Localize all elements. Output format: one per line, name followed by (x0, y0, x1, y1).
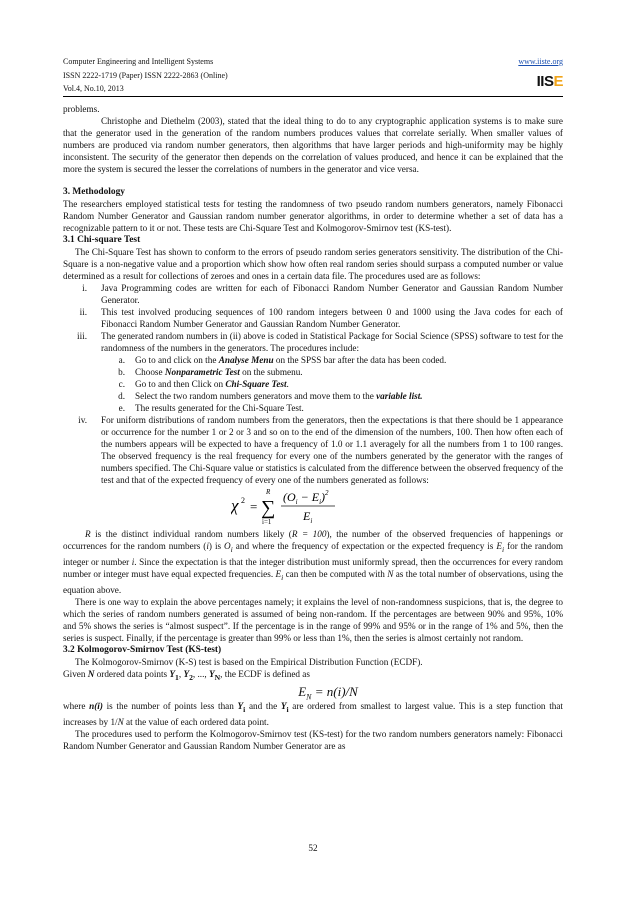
section-3-1-heading: 3.1 Chi-square Test (63, 235, 141, 245)
list-item-iv: iv. For uniform distributions of random numbers from the generators, then the expectations is that there should be 1 appearance or occurrence for the number 1 or 2 or 3 and so on to the end of the dimension of the numbers, 100. Then how often each of the numbers appears will be expected to have a frequency of 1.0 or 1.1 averagely for all the numbers from 1 to 100 ranges. The observed frequency is the real frequency for every one of the numbers generated by the generator with the ranges of numbers specified. The Chi-Square value or statistics is calculated from the difference between the observed frequency of the test and that of the expected frequency of every one of the numbers generated as follows: (78, 415, 563, 485)
eq-numerator: $(O_i - E_i)^2$ (283, 489, 329, 506)
paragraph-ks-procedures: The procedures used to perform the Kolmogorov-Smirnov test (KS-test) for the two random numbers generators namely: Fibonacci Random Number Generator and Gaussian Random Number Generator are as (63, 729, 563, 752)
list-item-a: a. Go to and click on the Analyse Menu on the SPSS bar after the data has been coded. (118, 355, 447, 365)
section-3-2-heading: 3.2 Kolmogorov-Smirnov Test (KS-test) (63, 644, 222, 655)
paragraph-problems: problems. (63, 104, 100, 114)
paragraph-r-definition: R is the distinct individual random numbers likely (R = 100), the number of the observed frequencies of happenings or occurrences for the random numbers (i) is $O_i$ and where the frequency of expectation or the expected frequency is $E_i$ for the random integer or number i. Since the expectation is that the integer distribution must uniformly spread, then the occurrences for every random number or integer must have equal expected frequencies. $E_i$ can then be computed with N as the total number of observations, using the equation above. (63, 529, 564, 595)
section-3-heading: 3. Methodology (63, 187, 125, 197)
paragraph-ks-intro: The Kolmogorov-Smirnov (K-S) test is based on the Empirical Distribution Function (ECDF). (75, 656, 423, 667)
journal-url-link[interactable]: www.iiste.org (518, 57, 563, 66)
paragraph-christophe: Christophe and Diethelm (2003), stated that the ideal thing to do to any cryptographic application systems is to make sure that the generator used in the generation of the random numbers produces values that correlate serially. When smaller values of numbers are produced via random number generators, then algorithms that have larger periods and high-uniformity may be highly inconsistent. The security of the generator then depends on the correlation of values produced, and hence it can be explained that the more the system is secured the lesser the correlations of numbers in the generator and vice versa. (63, 116, 563, 174)
paragraph-ks-where: where n(i) is the number of points less than $Y_i$ and the $Y_i$ are ordered from smallest to largest value. This is a step function that increases by 1/N at the value of each ordered data point. (63, 701, 563, 728)
paragraph-percentages: There is one way to explain the above percentages namely; it explains the level of non-randomness suspicions, that is, the degree to which the series of random numbers generated is assumed of being non-random. If the percentages are between 90% and 95%, 10% and 5% shows the series is “almost suspect”. If the percentage is in the range of 99% and 95% or in the range of 1% and 5%, then the series is suspect. Finally, if the percentage is greater than 99% or less than 1%, then the series is almost certainly not random. (63, 596, 563, 643)
list-item-i: i. Java Programming codes are written for each of Fibonacci Random Number Generator and Gaussian Random Number Generator. (82, 283, 563, 305)
chi-square-equation (63, 486, 563, 528)
list-item-c: c. Go to and then Click on Chi-Square Test. (118, 379, 289, 389)
journal-volume: Vol.4, No.10, 2013 (63, 84, 124, 93)
header-divider (63, 96, 563, 97)
list-item-d: d. Select the two random numbers generators and move them to the variable list. (118, 391, 423, 401)
eq-equals: = (250, 499, 258, 514)
journal-name: Computer Engineering and Intelligent Systems (63, 57, 214, 66)
paragraph-ks-given: Given N ordered data points $Y_1$, $Y_2$, ..., $Y_N$, the ECDF is defined as (63, 668, 310, 682)
eq-sum-upper: R (266, 488, 271, 496)
journal-issn: ISSN 2222-1719 (Paper) ISSN 2222-2863 (Online) (63, 70, 228, 80)
paper-body (63, 103, 563, 752)
list-item-b: b. Choose Nonparametric Test on the submenu. (118, 367, 303, 377)
eq-chi-symbol: χ (231, 496, 239, 515)
ecdf-equation: $E_N = n(i)/N$ (298, 684, 358, 703)
paragraph-methodology: The researchers employed statistical tests for testing the randomness of two pseudo random numbers generators, namely Fibonacci Random Number Generator and Gaussian random number generator algorithms, in order to determine whether a set of data has a recognizable pattern to it or not. These tests are Chi-Square Test and Kolmogorov-Smirnov test (KS-test). (63, 199, 563, 233)
paragraph-chi-square: The Chi-Square Test has shown to conform to the errors of pseudo random series generators sensitivity. The distribution of the Chi-Square is a non-negative value and a proportion which show how often real random series should surpass a computed number or value determined as a result for collections of zeroes and ones in a certain data file. The procedures used are as follows: (63, 247, 563, 281)
page-number: 52 (308, 843, 318, 853)
paper-page (63, 0, 563, 903)
list-item-e: e. The results generated for the Chi-Square Test. (118, 403, 304, 413)
iiste-logo: IISE (536, 73, 563, 90)
eq-sum-symbol: ∑ (261, 497, 276, 519)
eq-sum-lower: i=1 (262, 518, 272, 526)
eq-denominator: $E_i$ (303, 509, 313, 525)
list-item-iii: iii. The generated random numbers in (ii) above is coded in Statistical Package for Social Science (SPSS) software to test for the randomness of the numbers in the generators. The procedures include: (77, 331, 563, 353)
list-item-ii: ii. This test involved producing sequences of 100 random integers between 0 and 1000 using the Java codes for each of Fibonacci Random Number Generator and Gaussian Random Number Generator. (79, 307, 563, 329)
eq-chi-sup: 2 (241, 496, 245, 505)
